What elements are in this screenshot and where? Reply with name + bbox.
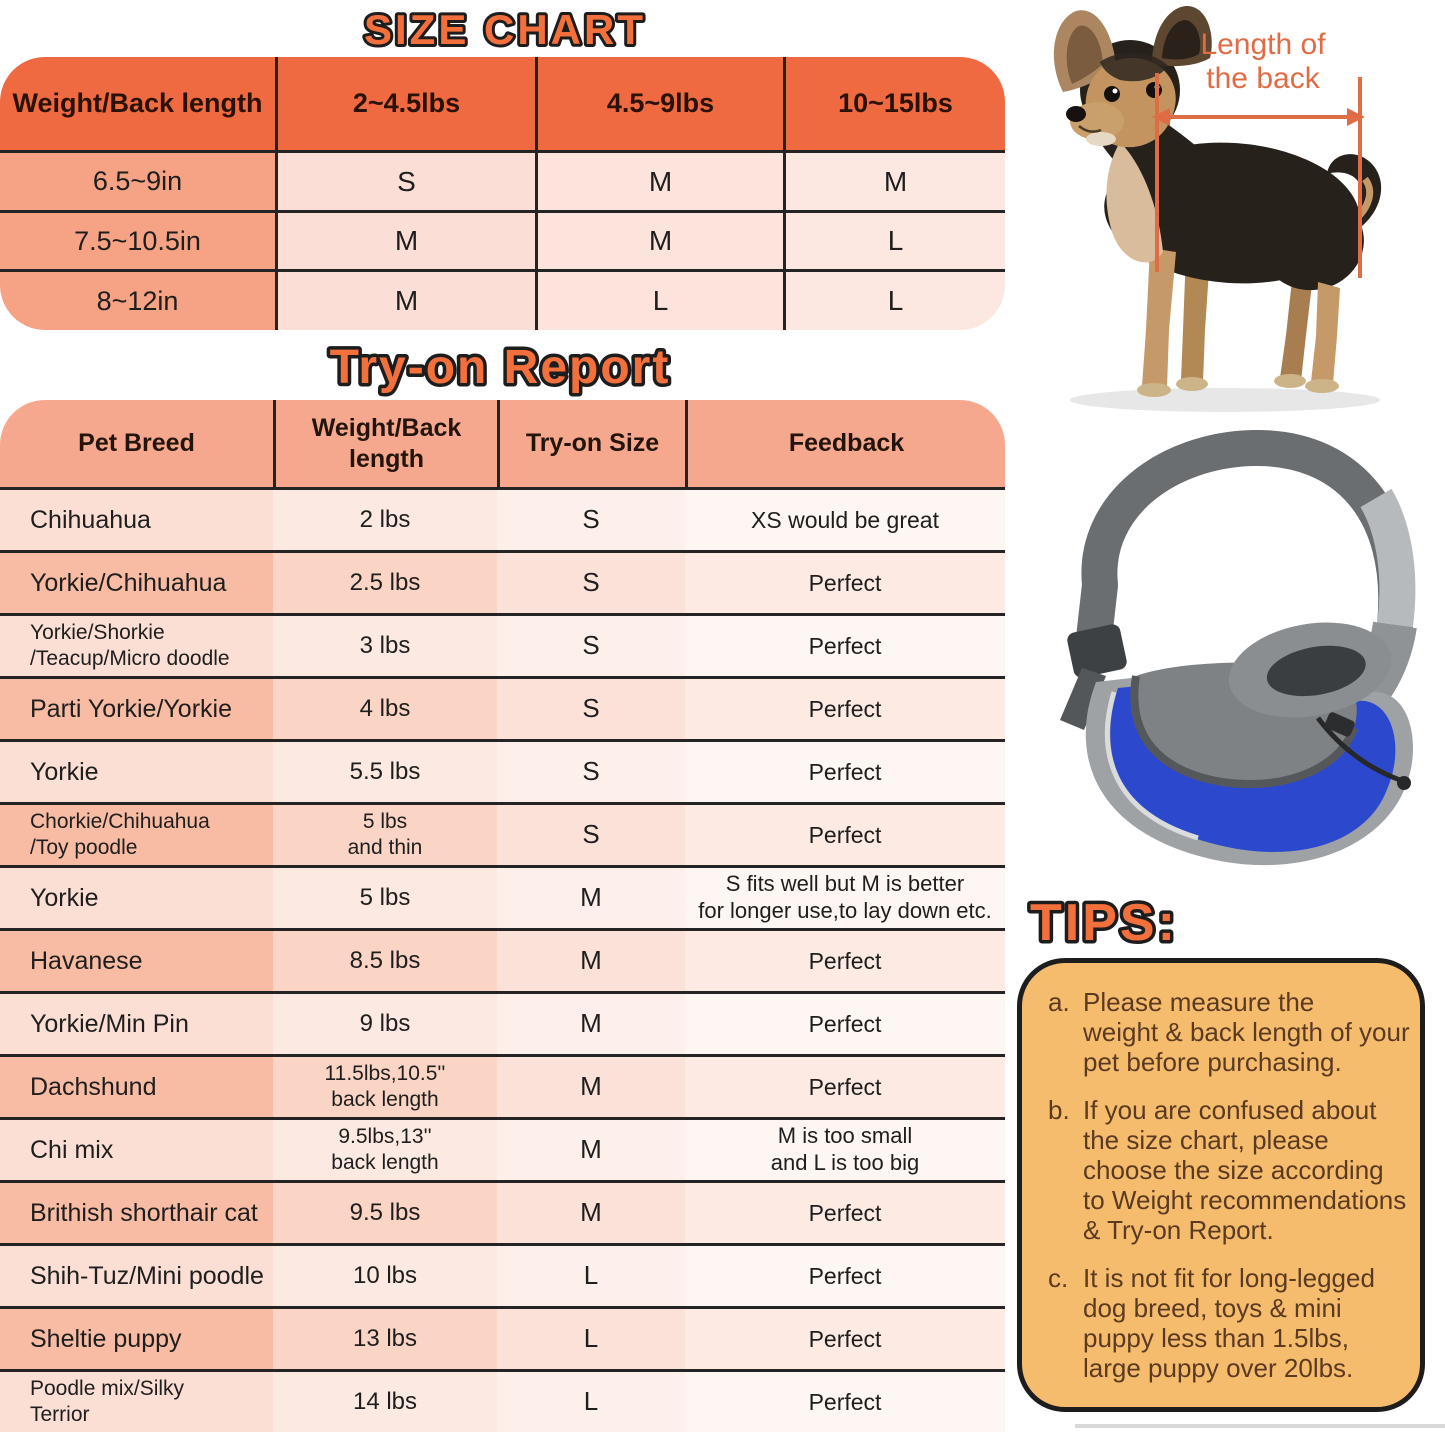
tryon-report-title bbox=[0, 330, 1005, 400]
tip-text: If you are confused about the size chart, please choose the size according to Weight recommendations & Try-on Report. bbox=[1083, 1095, 1407, 1245]
tryon-cell-feedback: Perfect bbox=[685, 991, 1005, 1054]
tryon-cell-size: S bbox=[497, 802, 685, 865]
sling-product-photo bbox=[1000, 420, 1445, 880]
tryon-row bbox=[0, 613, 1005, 676]
size-chart-title-text: SIZE CHART bbox=[364, 6, 646, 53]
tryon-cell-size: S bbox=[497, 550, 685, 613]
back-length-label-line1: Length of bbox=[1200, 28, 1326, 61]
tip-item bbox=[1036, 987, 1410, 1077]
tryon-cell-weight: 3 lbs bbox=[273, 613, 497, 676]
tryon-cell-breed: Dachshund bbox=[0, 1054, 273, 1117]
tip-label: a. bbox=[1048, 987, 1070, 1017]
tryon-cell-breed: Chihuahua bbox=[0, 487, 273, 550]
tryon-row bbox=[0, 802, 1005, 865]
size-chart-cell-c2: M bbox=[535, 150, 783, 210]
size-chart-header-cell: 2~4.5lbs bbox=[275, 57, 535, 150]
size-chart-cell-label: 6.5~9in bbox=[0, 150, 275, 210]
tip-text: Please measure the weight & back length of your pet before purchasing. bbox=[1083, 987, 1410, 1077]
tryon-row bbox=[0, 1243, 1005, 1306]
tryon-row bbox=[0, 676, 1005, 739]
size-chart-header-row bbox=[0, 57, 1005, 150]
tryon-cell-weight: 5 lbs bbox=[273, 865, 497, 928]
tryon-cell-feedback: Perfect bbox=[685, 1369, 1005, 1432]
sling-strap bbox=[1099, 448, 1396, 625]
tryon-cell-feedback: M is too small and L is too big bbox=[685, 1117, 1005, 1180]
tryon-cell-size: M bbox=[497, 865, 685, 928]
size-chart-cell-label: 7.5~10.5in bbox=[0, 210, 275, 269]
tryon-row bbox=[0, 928, 1005, 991]
tryon-cell-breed: Brithish shorthair cat bbox=[0, 1180, 273, 1243]
tryon-cell-size: L bbox=[497, 1243, 685, 1306]
tryon-cell-size: S bbox=[497, 613, 685, 676]
tryon-cell-size: M bbox=[497, 991, 685, 1054]
size-chart-cell-c3: L bbox=[783, 210, 1005, 269]
tryon-cell-breed: Poodle mix/Silky Terrior bbox=[0, 1369, 273, 1432]
tryon-cell-weight: 8.5 lbs bbox=[273, 928, 497, 991]
tryon-cell-feedback: Perfect bbox=[685, 1243, 1005, 1306]
tryon-cell-size: M bbox=[497, 1054, 685, 1117]
tryon-row bbox=[0, 550, 1005, 613]
tryon-cell-weight: 13 lbs bbox=[273, 1306, 497, 1369]
tryon-cell-feedback: XS would be great bbox=[685, 487, 1005, 550]
tips-title-text: TIPS: bbox=[1030, 894, 1178, 952]
tryon-header-cell: Pet Breed bbox=[0, 400, 273, 487]
tryon-cell-breed: Yorkie/Min Pin bbox=[0, 991, 273, 1054]
tryon-cell-weight: 2 lbs bbox=[273, 487, 497, 550]
dog-eye bbox=[1146, 82, 1162, 98]
tryon-header-row bbox=[0, 400, 1005, 487]
tryon-cell-weight: 11.5lbs,10.5'' back length bbox=[273, 1054, 497, 1117]
tryon-cell-size: L bbox=[497, 1369, 685, 1432]
dog-eye bbox=[1104, 86, 1120, 102]
tryon-cell-feedback: Perfect bbox=[685, 802, 1005, 865]
tryon-header-cell: Try-on Size bbox=[497, 400, 685, 487]
tryon-cell-weight: 9 lbs bbox=[273, 991, 497, 1054]
tryon-cell-feedback: Perfect bbox=[685, 676, 1005, 739]
tryon-report-table bbox=[0, 400, 1005, 1432]
tip-label: b. bbox=[1048, 1095, 1070, 1125]
tryon-cell-breed: Sheltie puppy bbox=[0, 1306, 273, 1369]
tryon-cell-size: L bbox=[497, 1306, 685, 1369]
size-chart-row bbox=[0, 150, 1005, 210]
back-length-label-line2: the back bbox=[1206, 62, 1320, 95]
size-chart-row bbox=[0, 269, 1005, 330]
tryon-cell-weight: 9.5 lbs bbox=[273, 1180, 497, 1243]
size-chart-cell-c2: L bbox=[535, 269, 783, 330]
size-chart-cell-c2: M bbox=[535, 210, 783, 269]
tryon-cell-size: M bbox=[497, 1180, 685, 1243]
tryon-cell-size: S bbox=[497, 487, 685, 550]
dog-nose bbox=[1066, 106, 1086, 122]
tryon-cell-feedback: Perfect bbox=[685, 1054, 1005, 1117]
size-chart-cell-c1: M bbox=[275, 210, 535, 269]
tryon-row bbox=[0, 1117, 1005, 1180]
dog-shadow bbox=[1070, 388, 1380, 412]
size-chart-header-cell: 10~15lbs bbox=[783, 57, 1005, 150]
tryon-cell-breed: Chorkie/Chihuahua /Toy poodle bbox=[0, 802, 273, 865]
divider bbox=[1075, 1424, 1445, 1428]
tryon-cell-weight: 2.5 lbs bbox=[273, 550, 497, 613]
tryon-row bbox=[0, 1369, 1005, 1432]
dog-photo bbox=[1000, 0, 1445, 420]
tryon-cell-breed: Havanese bbox=[0, 928, 273, 991]
tryon-cell-size: M bbox=[497, 1117, 685, 1180]
tryon-header-cell: Feedback bbox=[685, 400, 1005, 487]
size-chart-row bbox=[0, 210, 1005, 269]
tryon-cell-breed: Yorkie/Shorkie /Teacup/Micro doodle bbox=[0, 613, 273, 676]
size-chart-header-cell: Weight/Back length bbox=[0, 57, 275, 150]
tip-item bbox=[1036, 1263, 1410, 1383]
size-chart-cell-c1: S bbox=[275, 150, 535, 210]
tryon-row bbox=[0, 487, 1005, 550]
size-chart-title bbox=[0, 0, 1005, 56]
size-chart-table bbox=[0, 57, 1005, 330]
tryon-cell-breed: Parti Yorkie/Yorkie bbox=[0, 676, 273, 739]
tryon-cell-breed: Yorkie bbox=[0, 739, 273, 802]
tryon-header-cell: Weight/Back length bbox=[273, 400, 497, 487]
size-chart-header-cell: 4.5~9lbs bbox=[535, 57, 783, 150]
size-chart-cell-c3: L bbox=[783, 269, 1005, 330]
tryon-cell-weight: 14 lbs bbox=[273, 1369, 497, 1432]
tryon-row bbox=[0, 1054, 1005, 1117]
tryon-cell-breed: Yorkie/Chihuahua bbox=[0, 550, 273, 613]
tryon-cell-size: S bbox=[497, 739, 685, 802]
size-chart-cell-c3: M bbox=[783, 150, 1005, 210]
tryon-cell-size: M bbox=[497, 928, 685, 991]
sling-buckle bbox=[1066, 623, 1128, 679]
tryon-row bbox=[0, 1180, 1005, 1243]
tryon-cell-feedback: Perfect bbox=[685, 1180, 1005, 1243]
tryon-row bbox=[0, 1306, 1005, 1369]
tryon-report-title-text: Try-on Report bbox=[329, 341, 671, 394]
tip-text: It is not fit for long-legged dog breed, toys & mini puppy less than 1.5lbs, large puppy over 20lbs. bbox=[1083, 1263, 1375, 1383]
tip-label: c. bbox=[1048, 1263, 1069, 1293]
tips-title bbox=[1016, 884, 1316, 956]
tryon-cell-feedback: Perfect bbox=[685, 1306, 1005, 1369]
tryon-cell-weight: 5.5 lbs bbox=[273, 739, 497, 802]
tryon-cell-weight: 5 lbs and thin bbox=[273, 802, 497, 865]
tryon-cell-feedback: Perfect bbox=[685, 613, 1005, 676]
tryon-row bbox=[0, 739, 1005, 802]
size-chart-cell-label: 8~12in bbox=[0, 269, 275, 330]
tips-box bbox=[1017, 958, 1425, 1412]
tryon-cell-weight: 4 lbs bbox=[273, 676, 497, 739]
tryon-cell-weight: 9.5lbs,13'' back length bbox=[273, 1117, 497, 1180]
tryon-cell-feedback: Perfect bbox=[685, 550, 1005, 613]
tryon-row bbox=[0, 865, 1005, 928]
tryon-row bbox=[0, 991, 1005, 1054]
tryon-cell-breed: Yorkie bbox=[0, 865, 273, 928]
tryon-cell-breed: Shih-Tuz/Mini poodle bbox=[0, 1243, 273, 1306]
tip-item bbox=[1036, 1095, 1410, 1245]
tryon-cell-breed: Chi mix bbox=[0, 1117, 273, 1180]
tryon-cell-weight: 10 lbs bbox=[273, 1243, 497, 1306]
tryon-cell-feedback: S fits well but M is better for longer use,to lay down etc. bbox=[685, 865, 1005, 928]
size-chart-cell-c1: M bbox=[275, 269, 535, 330]
tryon-cell-feedback: Perfect bbox=[685, 928, 1005, 991]
tryon-cell-size: S bbox=[497, 676, 685, 739]
tryon-cell-feedback: Perfect bbox=[685, 739, 1005, 802]
